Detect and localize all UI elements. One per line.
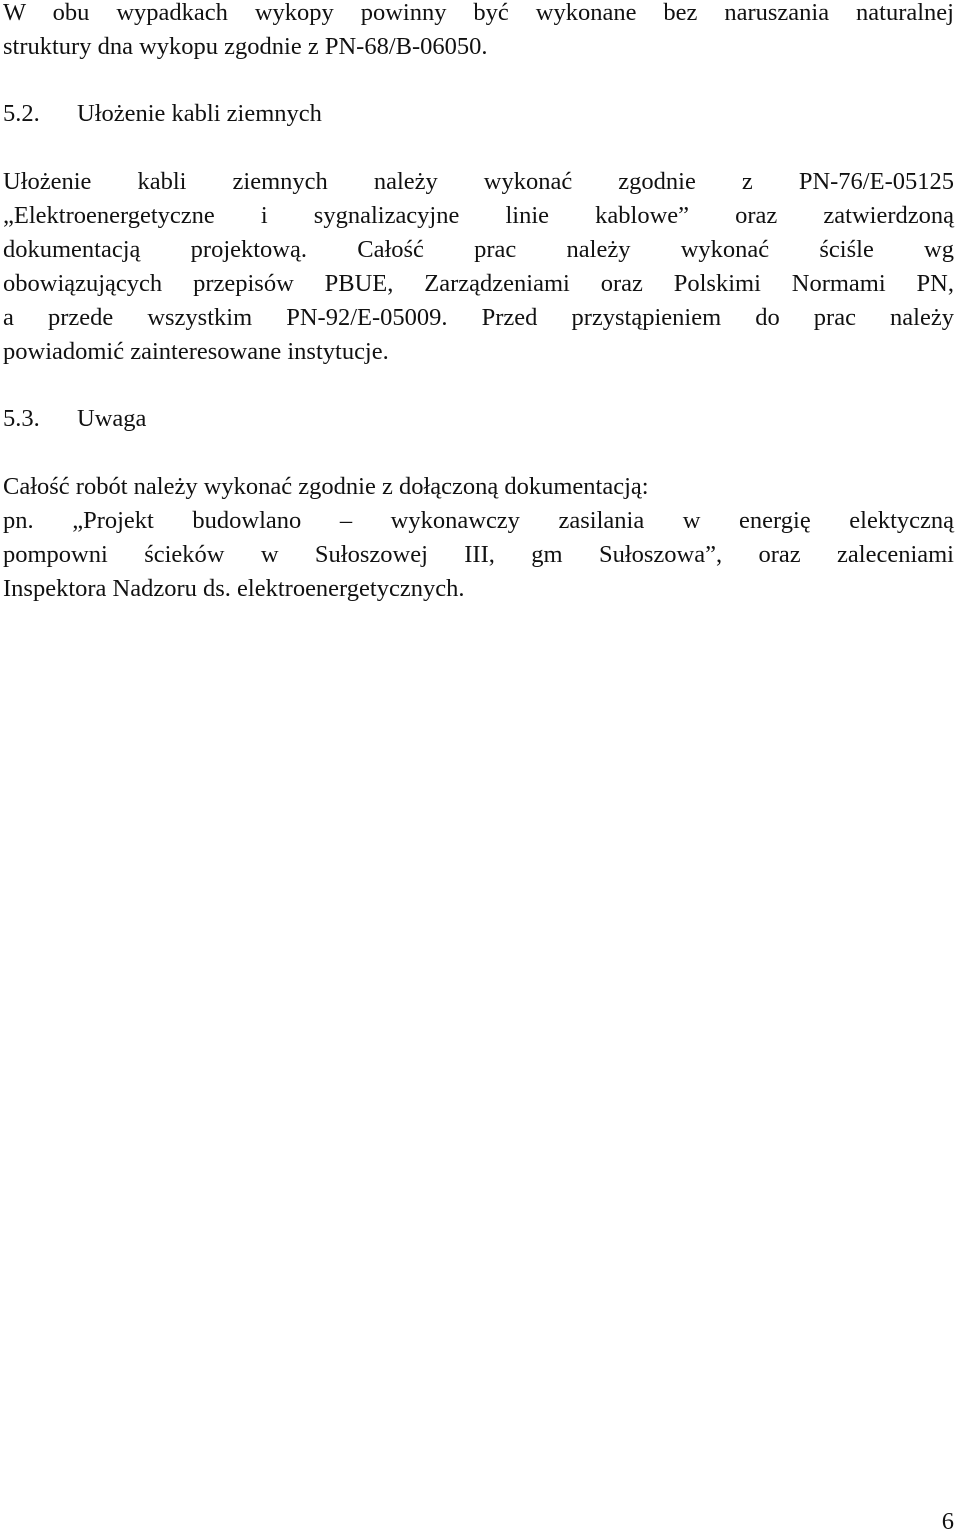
section-5-3-line-2: pn. „Projekt budowlano – wykonawczy zasilania w energię elektyczną (3, 507, 954, 534)
section-5-2-line-1: Ułożenie kabli ziemnych należy wykonać zgodnie z PN-76/E-05125 (3, 168, 954, 195)
section-5-2-line-3: dokumentacją projektową. Całość prac należy wykonać ściśle wg (3, 236, 954, 263)
section-5-3-line-1: Całość robót należy wykonać zgodnie z dołączoną dokumentacją: (3, 473, 649, 500)
section-5-3-line-4: Inspektora Nadzoru ds. elektroenergetycznych. (3, 575, 465, 602)
section-5-2-number: 5.2. (3, 100, 40, 127)
page-number: 6 (941, 1508, 954, 1535)
section-5-3-heading (3, 402, 146, 436)
section-5-2-line-2: „Elektroenergetyczne i sygnalizacyjne linie kablowe” oraz zatwierdzoną (3, 202, 954, 229)
intro-line-2: struktury dna wykopu zgodnie z PN-68/B-06050. (3, 33, 488, 60)
section-5-2-line-4: obowiązujących przepisów PBUE, Zarządzeniami oraz Polskimi Normami PN, (3, 270, 954, 297)
section-5-3-title: Uwaga (77, 405, 147, 432)
section-5-2-body (3, 165, 954, 369)
section-5-2-line-5: a przede wszystkim PN-92/E-05009. Przed przystąpieniem do prac należy (3, 304, 954, 331)
section-5-3-number: 5.3. (3, 405, 40, 432)
section-5-3-body (3, 470, 954, 606)
intro-line-1: W obu wypadkach wykopy powinny być wykonane bez naruszania naturalnej (3, 0, 954, 26)
section-5-2-title: Ułożenie kabli ziemnych (77, 100, 322, 127)
section-5-3-line-3: pompowni ścieków w Sułoszowej III, gm Sułoszowa”, oraz zaleceniami (3, 541, 954, 568)
section-5-2-line-6: powiadomić zainteresowane instytucje. (3, 338, 389, 365)
intro-paragraph (3, 0, 954, 64)
section-5-2-heading (3, 97, 322, 131)
